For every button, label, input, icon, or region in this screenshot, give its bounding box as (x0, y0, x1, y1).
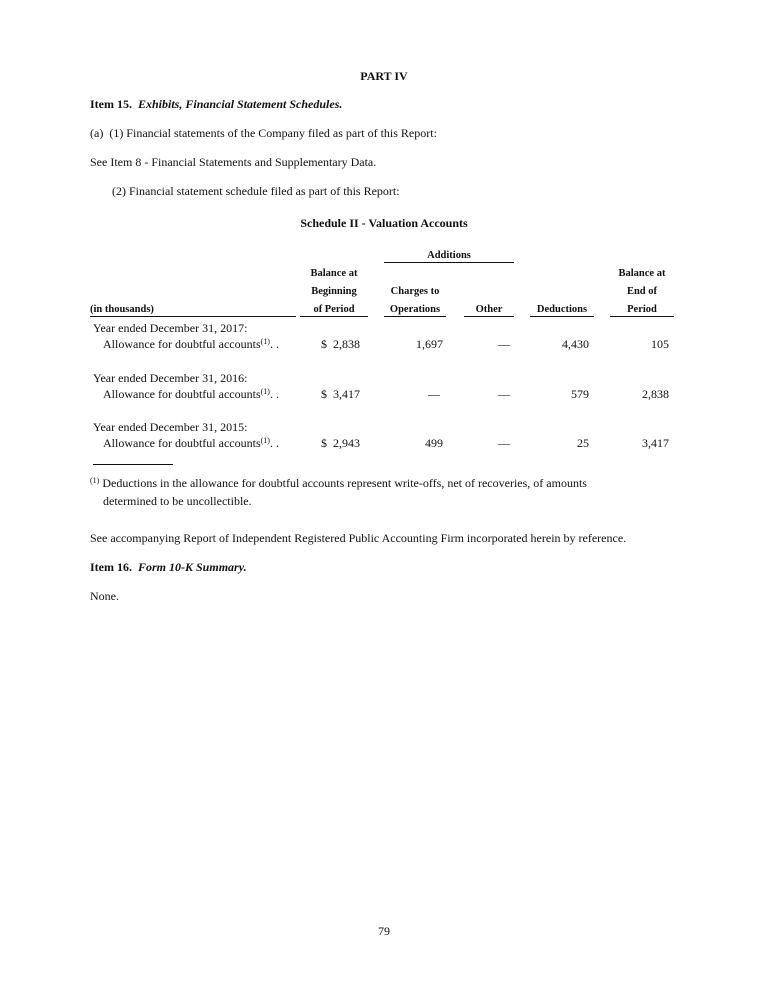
row-year-label: Year ended December 31, 2015: (93, 420, 248, 434)
row-year-label: Year ended December 31, 2017: (93, 321, 248, 335)
header-rule-other (464, 316, 514, 317)
header-balance-beginning-2: Beginning (311, 286, 357, 297)
item-15-heading (90, 97, 342, 111)
none-text: None. (90, 589, 119, 603)
header-balance-end-2: End of (626, 286, 658, 297)
header-rule-charges (384, 316, 446, 317)
part-title: PART IV (360, 69, 408, 83)
footnote-rule (93, 464, 173, 465)
header-other: Other (475, 304, 503, 315)
cell-begin: $ 2,943 (321, 436, 360, 450)
header-in-thousands: (in thousands) (90, 304, 154, 315)
cell-charges: 499 (425, 436, 443, 450)
schedule-title: Schedule II - Valuation Accounts (300, 216, 468, 230)
additions-rule (384, 262, 514, 263)
item-15-title: Exhibits, Financial Statement Schedules. (138, 97, 343, 111)
header-balance-end-3: Period (627, 304, 657, 315)
item-16-heading (90, 560, 247, 574)
cell-other: — (498, 337, 510, 351)
page-number: 79 (378, 924, 390, 938)
paragraph-report-reference: See accompanying Report of Independent Registered Public Accounting Firm incorporated herein by reference. (90, 531, 627, 545)
cell-begin: $ 2,838 (321, 337, 360, 351)
item-16-title: Form 10-K Summary. (138, 560, 247, 574)
header-deductions: Deductions (536, 304, 588, 315)
footnote-line-2: determined to be uncollectible. (103, 494, 252, 508)
row-item-label: Allowance for doubtful accounts$^{(1)}$. . (103, 436, 279, 450)
row-item-label: Allowance for doubtful accounts$^{(1)}$. . (103, 387, 279, 401)
cell-end: 3,417 (642, 436, 669, 450)
paragraph-see-item-8: See Item 8 - Financial Statements and Supplementary Data. (90, 155, 377, 169)
cell-charges: — (428, 387, 440, 401)
header-rule-deductions (530, 316, 594, 317)
cell-deductions: 4,430 (562, 337, 589, 351)
header-rule-end (610, 316, 674, 317)
cell-begin: $ 3,417 (321, 387, 360, 401)
header-charges-2: Operations (389, 304, 441, 315)
footnote-line-1: $^{(1)}$ Deductions in the allowance for doubtful accounts represent write-offs, net of recoveries, of amounts (90, 476, 587, 490)
paragraph-a: (a) (1) Financial statements of the Company filed as part of this Report: (90, 126, 437, 140)
cell-end: 2,838 (642, 387, 669, 401)
cell-charges: 1,697 (416, 337, 443, 351)
header-balance-beginning-1: Balance at (310, 268, 358, 279)
header-rule-begin (300, 316, 368, 317)
header-charges-1: Charges to (390, 286, 440, 297)
cell-deductions: 25 (577, 436, 589, 450)
additions-header: Additions (427, 250, 471, 261)
paragraph-2: (2) Financial statement schedule filed as part of this Report: (112, 184, 400, 198)
cell-deductions: 579 (571, 387, 589, 401)
item-16-label: Item 16. (90, 560, 132, 574)
cell-other: — (498, 436, 510, 450)
row-year-label: Year ended December 31, 2016: (93, 371, 248, 385)
row-item-label: Allowance for doubtful accounts$^{(1)}$. . (103, 337, 279, 351)
item-15-label: Item 15. (90, 97, 132, 111)
footnote-mark: (1) (90, 476, 100, 485)
header-balance-beginning-3: of Period (313, 304, 355, 315)
header-rule-label (90, 316, 296, 317)
cell-end: 105 (651, 337, 669, 351)
cell-other: — (498, 387, 510, 401)
header-balance-end-1: Balance at (618, 268, 666, 279)
